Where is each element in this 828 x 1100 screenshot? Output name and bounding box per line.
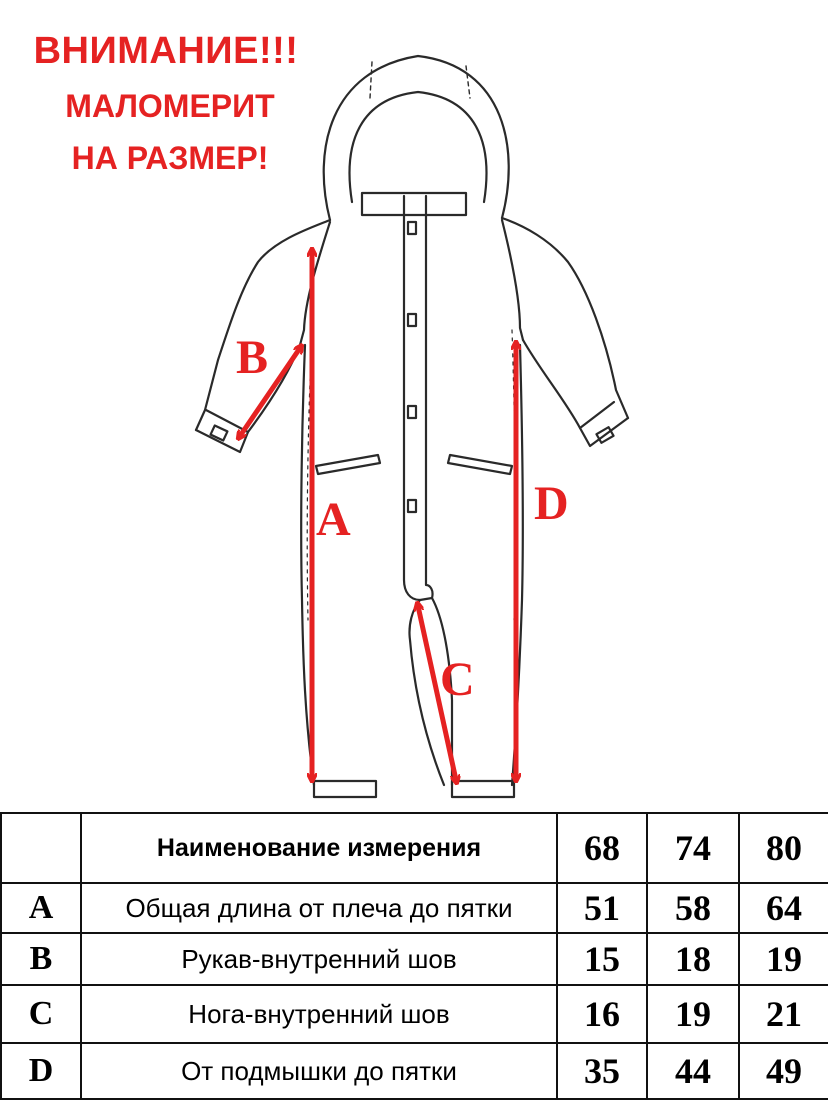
table-row [1, 933, 828, 985]
row-value: 49 [739, 1043, 828, 1099]
table-header-row [1, 813, 828, 883]
row-value: 44 [647, 1043, 739, 1099]
row-letter: D [1, 1043, 81, 1099]
warning-line-small-size: МАЛОМЕРИТ [65, 88, 275, 124]
row-value: 51 [557, 883, 647, 933]
row-value: 15 [557, 933, 647, 985]
row-letter: C [1, 985, 81, 1043]
row-value: 19 [647, 985, 739, 1043]
row-value: 35 [557, 1043, 647, 1099]
warning-title: ВНИМАНИЕ!!! [33, 30, 299, 72]
jumpsuit-outline [196, 56, 628, 797]
label-c: C [440, 653, 475, 706]
row-value: 64 [739, 883, 828, 933]
table-row [1, 1043, 828, 1099]
row-value: 21 [739, 985, 828, 1043]
row-letter: B [1, 933, 81, 985]
header-size-68: 68 [557, 813, 647, 883]
row-letter: A [1, 883, 81, 933]
row-description: Рукав-внутренний шов [81, 933, 557, 985]
row-value: 16 [557, 985, 647, 1043]
header-measure-name: Наименование измерения [81, 813, 557, 883]
label-a: A [316, 493, 351, 546]
row-value: 58 [647, 883, 739, 933]
row-description: Общая длина от плеча до пятки [81, 883, 557, 933]
row-description: Нога-внутренний шов [81, 985, 557, 1043]
size-table [0, 812, 828, 1100]
row-value: 19 [739, 933, 828, 985]
row-value: 18 [647, 933, 739, 985]
warning-line-size-up: НА РАЗМЕР! [71, 140, 269, 176]
label-b: B [236, 331, 269, 384]
header-size-80: 80 [739, 813, 828, 883]
table-row [1, 985, 828, 1043]
table-row [1, 883, 828, 933]
row-description: От подмышки до пятки [81, 1043, 557, 1099]
label-d: D [534, 477, 569, 530]
header-size-74: 74 [647, 813, 739, 883]
header-empty-cell [1, 813, 81, 883]
